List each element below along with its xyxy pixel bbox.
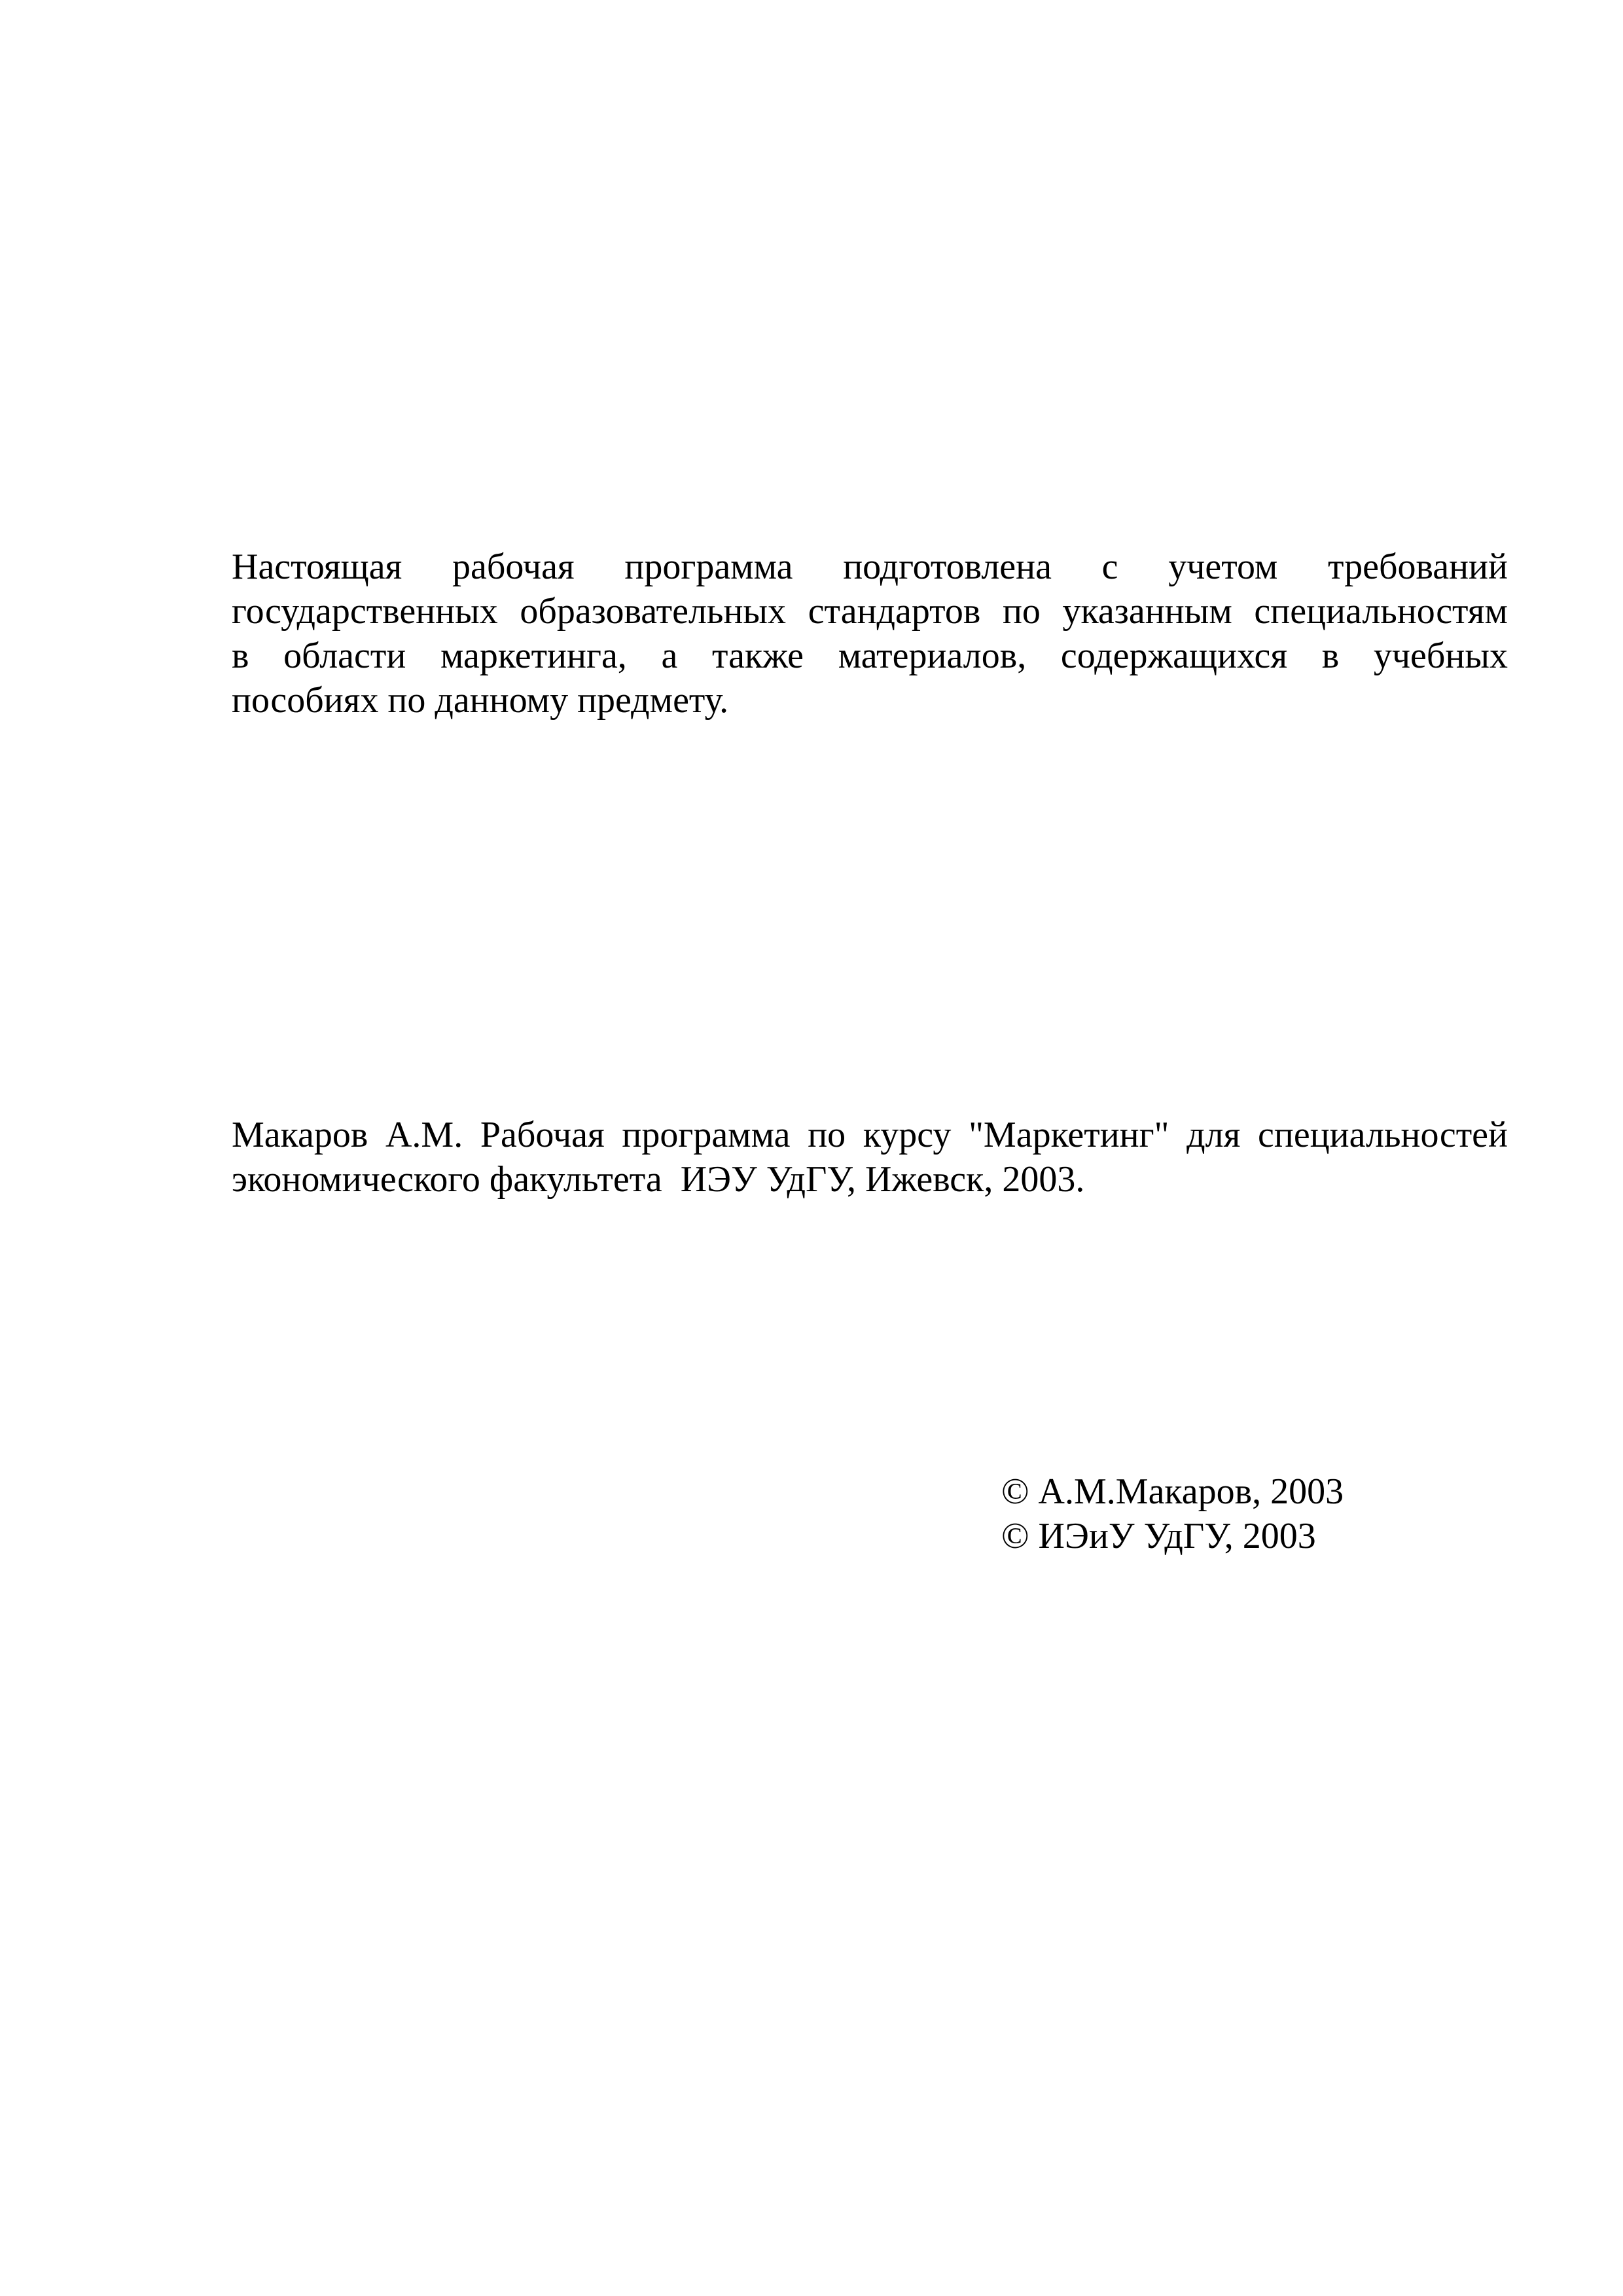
citation-line-1: Макаров А.М. Рабочая программа по курсу "Маркетинг" для специальностей (232, 1115, 1508, 1155)
citation-paragraph (232, 1113, 1508, 1202)
intro-line-1: Настоящая рабочая программа подготовлена с учетом требований (232, 547, 1508, 587)
copyright-block (1001, 1469, 1525, 1558)
copyright-institution: © ИЭиУ УдГУ, 2003 (1001, 1516, 1316, 1556)
copyright-author: © А.М.Макаров, 2003 (1001, 1471, 1344, 1512)
intro-line-2: государственных образовательных стандартов по указанным специальностям (232, 591, 1508, 632)
intro-line-3: в области маркетинга, а также материалов, содержащихся в учебных (232, 636, 1508, 676)
intro-paragraph (232, 545, 1508, 723)
citation-line-2: экономического факультета ИЭУ УдГУ, Ижевск, 2003. (232, 1159, 1085, 1200)
intro-line-4: пособиях по данному предмету. (232, 680, 729, 721)
